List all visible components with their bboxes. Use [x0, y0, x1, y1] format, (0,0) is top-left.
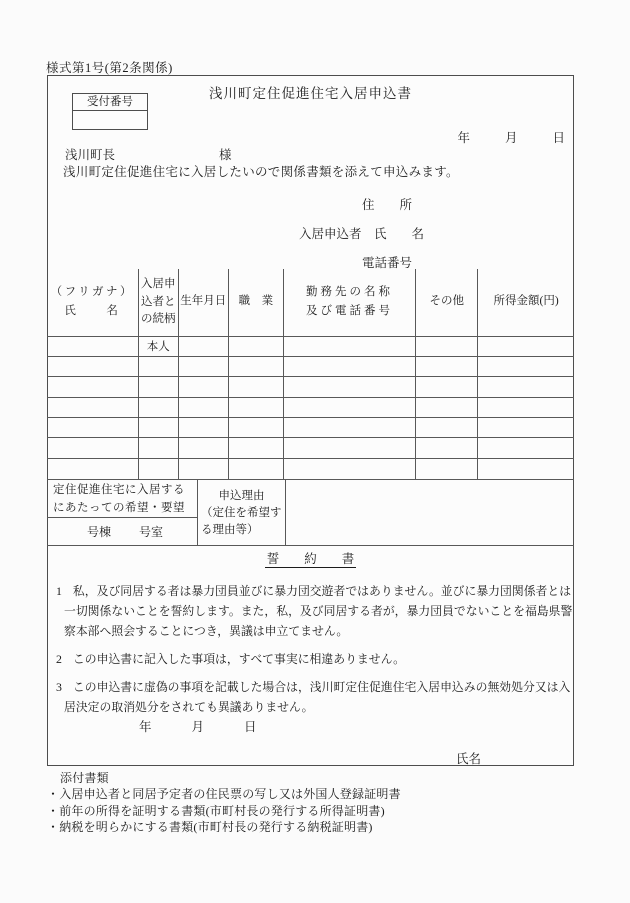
pledge-item-text: 私，及び同居する者は暴力団員並びに暴力団交遊者ではありません。並びに暴力団関係者とは一切関係ないことを誓約します。また，私，及び同居する者が，暴力団員でないことを福島県警察本部へ照会することにつき，異議は申立てません。 [64, 584, 573, 638]
attachment-item: ・納税を明らかにする書類(市町村長の発行する納税証明書) [47, 819, 373, 834]
header-relation-line3: の続柄 [140, 312, 176, 325]
request-section [47, 479, 574, 546]
wish-label [47, 480, 197, 518]
application-form-box [47, 75, 574, 766]
name-cell[interactable] [47, 418, 138, 438]
income-cell[interactable] [478, 377, 574, 397]
household-table [47, 269, 574, 479]
year-label: 年 [457, 131, 470, 145]
header-birthdate: 生年月日 [178, 269, 228, 336]
header-relation-line2: 込者と [140, 295, 176, 308]
birthdate-cell[interactable] [178, 356, 228, 376]
intro-text: 浅川町定住促進住宅に入居したいので関係書類を添えて申込みます。 [63, 165, 459, 179]
household-table-block [47, 269, 574, 546]
other-cell[interactable] [416, 336, 478, 356]
table-row [47, 356, 574, 376]
other-cell[interactable] [416, 438, 478, 458]
occupation-cell[interactable] [228, 418, 283, 438]
occupation-cell[interactable] [228, 397, 283, 417]
attachment-item: ・入居申込者と同居予定者の住民票の写し又は外国人登録証明書 [47, 787, 401, 802]
header-other: その他 [416, 269, 478, 336]
phone-label: 電話番号 [362, 256, 413, 270]
wish-label-line2: にあたっての希望・要望 [53, 501, 185, 514]
workplace-cell[interactable] [283, 397, 415, 417]
workplace-cell[interactable] [283, 458, 415, 478]
name-cell[interactable] [47, 336, 138, 356]
pledge-item-text: この申込書に記入した事項は，すべて事実に相違ありません。 [72, 652, 406, 666]
occupation-cell[interactable] [228, 458, 283, 478]
day-label: 日 [244, 720, 257, 734]
reason-label-line2: （定住を希望す [201, 506, 282, 519]
pledge-item-text: この申込書に虚偽の事項を記載した場合は，浅川町定住促進住宅入居申込みの無効処分又は入居決定の取消処分をされても異議ありません。 [64, 680, 571, 714]
signer-name-label: 氏名 [456, 752, 482, 766]
occupation-cell[interactable] [228, 356, 283, 376]
other-cell[interactable] [416, 377, 478, 397]
income-cell[interactable] [478, 336, 574, 356]
other-cell[interactable] [416, 418, 478, 438]
table-row [47, 377, 574, 397]
pledge-item-number: 3 [56, 680, 62, 694]
wish-cell [47, 480, 198, 545]
header-income: 所得金額(円) [478, 269, 574, 336]
relation-cell[interactable] [138, 377, 178, 397]
honorific-label: 様 [219, 148, 232, 162]
room-label: 号室 [139, 524, 164, 539]
workplace-cell[interactable] [283, 377, 415, 397]
building-label: 号棟 [87, 524, 112, 539]
name-cell[interactable] [47, 458, 138, 478]
income-cell[interactable] [478, 356, 574, 376]
pledge-item-2 [56, 649, 573, 669]
other-cell[interactable] [416, 397, 478, 417]
table-row-self [47, 336, 574, 356]
birthdate-cell[interactable] [178, 336, 228, 356]
relation-cell[interactable] [138, 438, 178, 458]
reception-number-field[interactable] [73, 111, 147, 129]
relation-cell[interactable] [138, 458, 178, 478]
pledge-item-1 [56, 581, 573, 641]
header-name-line2: 氏 名 [64, 305, 121, 318]
birthdate-cell[interactable] [178, 438, 228, 458]
name-cell[interactable] [47, 438, 138, 458]
header-occupation: 職 業 [228, 269, 283, 336]
reason-label-line1: 申込理由 [218, 489, 265, 502]
reason-label-line3: る理由等） [201, 524, 259, 537]
other-cell[interactable] [416, 458, 478, 478]
birthdate-cell[interactable] [178, 458, 228, 478]
table-row [47, 458, 574, 478]
workplace-cell[interactable] [283, 438, 415, 458]
birthdate-cell[interactable] [178, 418, 228, 438]
birthdate-cell[interactable] [178, 377, 228, 397]
attachments-section [47, 770, 401, 835]
name-cell[interactable] [47, 356, 138, 376]
addressee-line [65, 145, 465, 163]
application-date-line [457, 128, 565, 146]
month-label: 月 [504, 131, 518, 145]
form-title: 浅川町定住促進住宅入居申込書 [209, 86, 412, 101]
relation-cell[interactable] [138, 418, 178, 438]
other-cell[interactable] [416, 356, 478, 376]
table-row [47, 397, 574, 417]
pledge-item-number: 1 [56, 584, 62, 598]
income-cell[interactable] [478, 418, 574, 438]
mayor-label: 浅川町長 [65, 148, 116, 162]
birthdate-cell[interactable] [178, 397, 228, 417]
attachments-title: 添付書類 [60, 771, 109, 785]
pledge-item-3 [56, 677, 573, 717]
income-cell[interactable] [478, 438, 574, 458]
occupation-cell[interactable] [228, 377, 283, 397]
header-relation-line1: 入居申 [140, 278, 176, 291]
table-header-row [47, 269, 574, 336]
pledge-title-text: 誓 約 書 [266, 552, 355, 566]
header-relation [138, 269, 178, 336]
month-label: 月 [191, 720, 205, 734]
address-label: 住 所 [362, 198, 413, 212]
table-row [47, 438, 574, 458]
wish-label-line1: 定住促進住宅に入居する [53, 483, 185, 496]
table-row [47, 418, 574, 438]
reception-number-box [72, 93, 148, 130]
relation-cell-self: 本人 [138, 336, 178, 356]
reason-input-area[interactable] [286, 480, 574, 545]
workplace-cell[interactable] [283, 418, 415, 438]
day-label: 日 [552, 131, 565, 145]
pledge-title [48, 549, 573, 567]
header-workplace-line2: 及び電話番号 [306, 305, 394, 318]
occupation-cell[interactable] [228, 438, 283, 458]
occupation-cell[interactable] [228, 336, 283, 356]
header-name [47, 269, 138, 336]
attachment-item: ・前年の所得を証明する書類(市町村長の発行する所得証明書) [47, 803, 385, 818]
header-workplace-line1: 勤務先の名称 [306, 285, 394, 298]
income-cell[interactable] [478, 458, 574, 478]
name-cell[interactable] [47, 397, 138, 417]
header-name-line1: （フリガナ） [50, 285, 135, 298]
applicant-name-label: 入居申込者 氏 名 [299, 227, 425, 241]
workplace-cell[interactable] [283, 336, 415, 356]
reason-label-cell [198, 480, 286, 545]
name-cell[interactable] [47, 377, 138, 397]
year-label: 年 [139, 720, 152, 734]
relation-cell[interactable] [138, 356, 178, 376]
reception-number-label: 受付番号 [73, 94, 147, 111]
pledge-item-number: 2 [56, 652, 62, 666]
form-number-label: 様式第1号(第2条関係) [46, 61, 173, 75]
building-room-row [47, 518, 197, 545]
relation-cell[interactable] [138, 397, 178, 417]
income-cell[interactable] [478, 397, 574, 417]
workplace-cell[interactable] [283, 356, 415, 376]
header-workplace [283, 269, 415, 336]
pledge-date-line [139, 717, 257, 735]
